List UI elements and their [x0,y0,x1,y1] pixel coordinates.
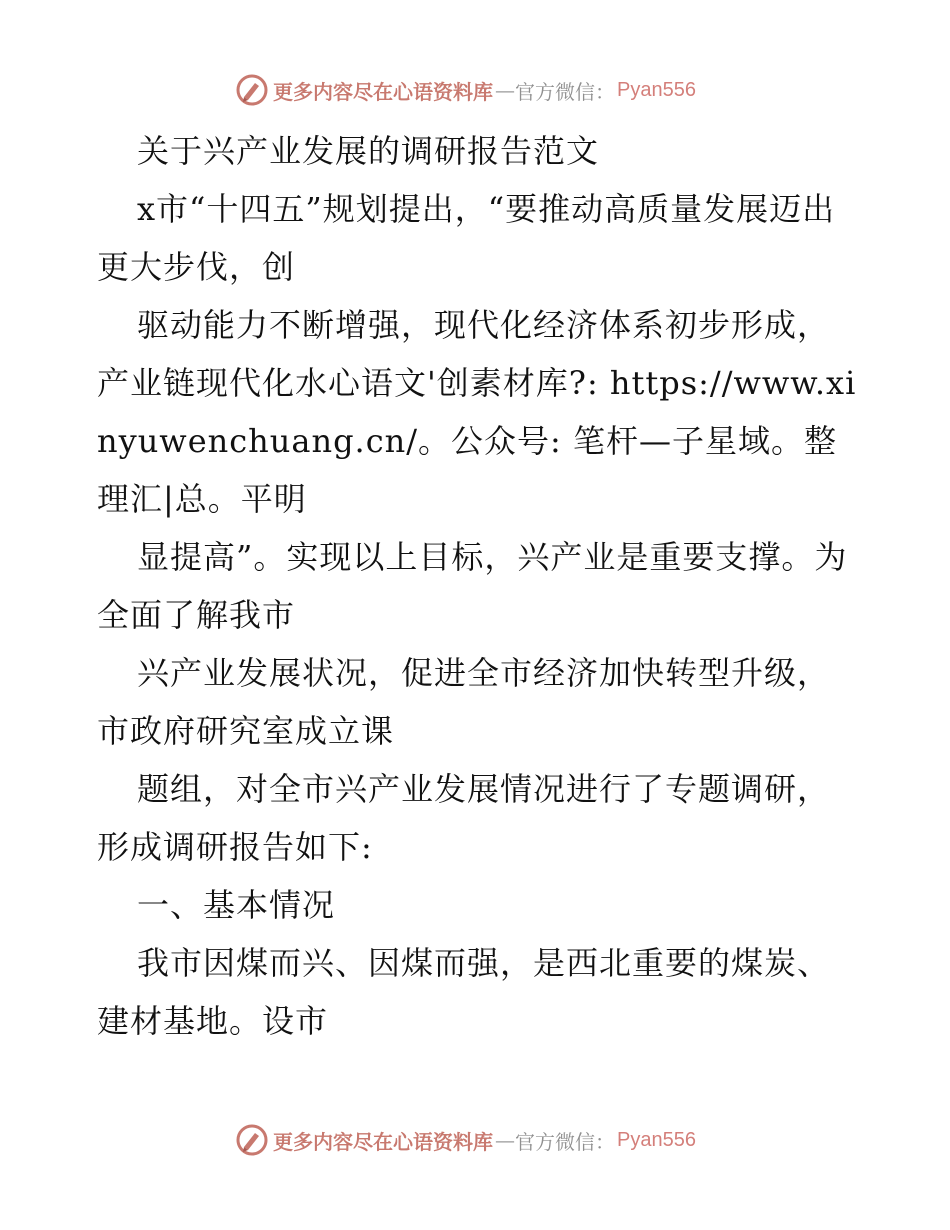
footer-watermark [235,1123,735,1157]
pen-circle-logo-icon [235,73,269,107]
watermark-wechat-id: Pyan556 [617,1128,696,1151]
watermark-wechat-id: Pyan556 [617,78,696,101]
watermark-title: 更多内容尽在心语资料库 [273,79,493,104]
paragraph: 兴产业发展状况，促进全市经济加快转型升级，市政府研究室成立课 [97,654,831,750]
paragraph: 题组，对全市兴产业发展情况进行了专题调研，形成调研报告如下: [97,770,831,866]
watermark-title: 更多内容尽在心语资料库 [273,1129,493,1154]
watermark-contact-label: 官方微信： [515,1129,615,1154]
watermark-separator: — [495,78,515,102]
document-title: 关于兴产业发展的调研报告范文 [137,132,600,170]
watermark-contact-label: 官方微信： [515,79,615,104]
paragraph: 驱动能力不断增强，现代化经济体系初步形成，产业链现代化水心语文'创素材库?: https://www.xinyuwenchuang.cn/。公众号: 笔杆—子星域。整理汇|总。平明 [97,306,857,518]
paragraph: 显提高”。实现以上目标，兴产业是重要支撑。为全面了解我市 [97,538,848,634]
document-body [97,122,857,1050]
paragraph: x市“十四五”规划提出，“要推动高质量发展迈出更大步伐，创 [97,190,836,286]
header-watermark [235,73,735,107]
pen-circle-logo-icon [235,1123,269,1157]
section-heading: 一、基本情况 [137,886,336,924]
watermark-separator: — [495,1128,515,1152]
paragraph: 我市因煤而兴、因煤而强，是西北重要的煤炭、建材基地。设市 [97,944,831,1040]
